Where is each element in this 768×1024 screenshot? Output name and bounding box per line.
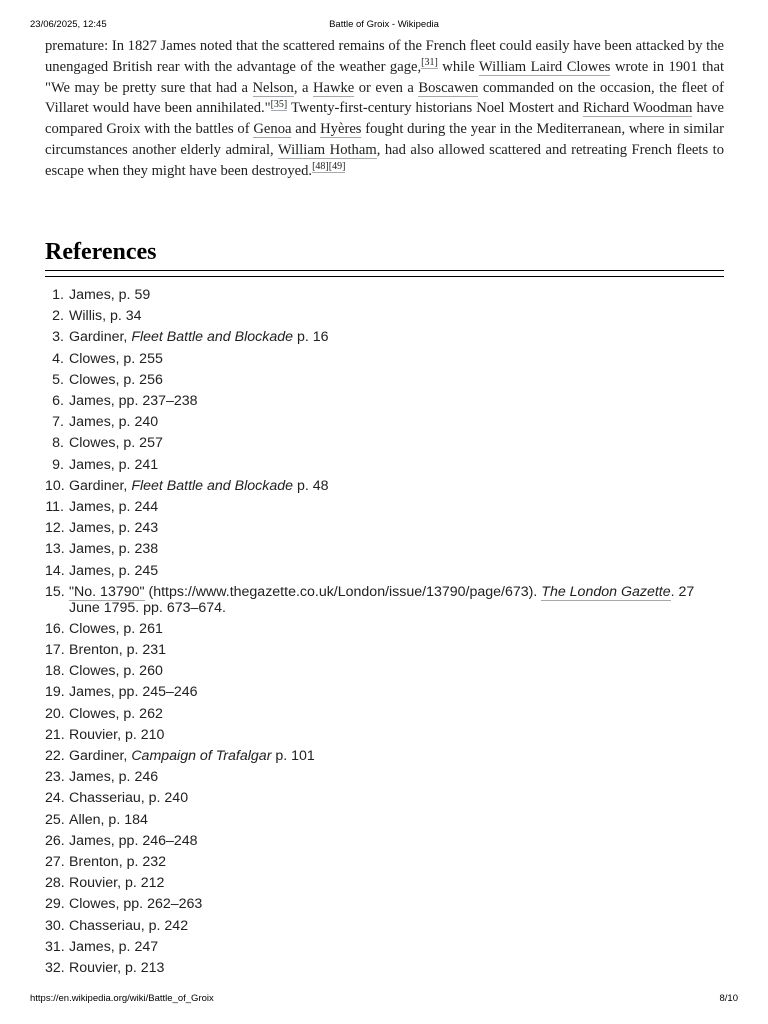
paragraph-text: have compared Groix with the battles of — [45, 100, 725, 138]
paragraph-text: wrote in 1901 that "We may be pretty sure that had a — [45, 58, 725, 96]
reference-item — [45, 704, 724, 725]
reference-item — [45, 306, 724, 327]
reference-text: p. 48 — [293, 477, 329, 494]
reference-text: James, p. 244 — [69, 499, 159, 516]
reference-number: 14. — [45, 562, 65, 579]
article-paragraph — [45, 36, 724, 182]
reference-item — [45, 433, 724, 454]
reference-text: James, p. 245 — [69, 562, 159, 579]
reference-text: . 27 June 1795. pp. 673–674. — [69, 583, 695, 616]
reference-number: 2. — [52, 308, 64, 325]
reference-text: Chasseriau, p. 240 — [69, 790, 189, 807]
link-nelson[interactable]: Nelson — [252, 79, 294, 96]
reference-item — [45, 349, 724, 370]
reference-item — [45, 518, 724, 539]
reference-item — [45, 725, 724, 746]
reference-number: 5. — [52, 371, 64, 388]
reference-item — [45, 327, 724, 348]
reference-text: Clowes, p. 261 — [69, 620, 163, 637]
reference-number: 26. — [45, 832, 65, 849]
reference-text: Rouvier, p. 212 — [69, 875, 165, 892]
reference-text: James, p. 59 — [69, 287, 151, 303]
reference-item — [45, 370, 724, 391]
reference-number: 18. — [45, 663, 65, 680]
reference-item — [45, 582, 724, 619]
reference-item — [45, 852, 724, 873]
reference-url: (https://www.thegazette.co.uk/London/issue/13790/page/673) — [144, 583, 534, 600]
reference-number: 22. — [45, 748, 65, 765]
print-page-number: 8/10 — [719, 993, 738, 1004]
reference-text: Clowes, p. 256 — [69, 371, 163, 388]
reference-number: 8. — [52, 435, 64, 452]
reference-number: 6. — [52, 393, 64, 410]
print-footer — [0, 993, 768, 1007]
reference-number: 21. — [45, 726, 65, 743]
reference-text: James, p. 247 — [69, 938, 159, 955]
reference-italic-title: Fleet Battle and Blockade — [131, 477, 293, 494]
reference-number: 11. — [45, 499, 64, 516]
reference-number: 9. — [52, 456, 64, 473]
reference-text: James, p. 238 — [69, 541, 159, 558]
reference-text: James, pp. 246–248 — [69, 832, 198, 849]
reference-italic-title: Fleet Battle and Blockade — [131, 329, 293, 346]
reference-number: 3. — [52, 329, 64, 346]
reference-number: 31. — [45, 938, 65, 955]
reference-item — [45, 476, 724, 497]
reference-text: James, p. 243 — [69, 520, 159, 537]
paragraph-text: commanded on the occasion, the fleet of Villaret would have been annihilated." — [45, 79, 724, 117]
reference-item — [45, 497, 724, 518]
reference-item — [45, 682, 724, 703]
reference-item — [45, 285, 724, 306]
reference-text: p. 101 — [271, 748, 315, 765]
reference-number: 20. — [45, 705, 65, 722]
reference-text: Gardiner, — [69, 329, 132, 346]
link-genoa[interactable]: Genoa — [253, 121, 292, 138]
reference-text: Rouvier, p. 213 — [69, 960, 165, 977]
link-william-hotham[interactable]: William Hotham — [277, 141, 377, 158]
citation-35[interactable] — [271, 99, 288, 111]
reference-text: Clowes, p. 260 — [69, 663, 163, 680]
reference-text: Clowes, pp. 262–263 — [69, 896, 203, 913]
citation-link[interactable]: [31] — [421, 56, 438, 68]
paragraph-text: premature: In 1827 James noted that the scattered remains of the French fleet could easily have been attacked by the unengaged British rear with the advantage of the weather gage, — [45, 38, 724, 75]
reference-italic-title[interactable]: The London Gazette — [541, 583, 671, 600]
link-richard-woodman[interactable]: Richard Woodman — [582, 100, 693, 117]
print-page-title: Battle of Groix - Wikipedia — [329, 19, 439, 30]
reference-item — [45, 539, 724, 560]
reference-text: p. 16 — [293, 329, 329, 346]
reference-number: 7. — [52, 414, 64, 431]
reference-item — [45, 619, 724, 640]
reference-link[interactable]: "No. 13790" — [69, 583, 145, 600]
reference-number: 4. — [52, 350, 64, 367]
reference-text: Clowes, p. 262 — [69, 705, 163, 722]
reference-text: Brenton, p. 231 — [69, 642, 167, 659]
reference-number: 32. — [45, 960, 65, 977]
reference-text: Rouvier, p. 210 — [69, 726, 165, 743]
reference-number: 10. — [45, 477, 65, 494]
reference-item — [45, 788, 724, 809]
citation-link[interactable]: [35] — [270, 98, 288, 110]
reference-text: James, pp. 237–238 — [69, 393, 198, 410]
reference-number: 25. — [45, 811, 65, 828]
references-list — [45, 285, 724, 979]
reference-text: Chasseriau, p. 242 — [69, 917, 189, 934]
reference-number: 23. — [45, 769, 65, 786]
reference-italic-title: Campaign of Trafalgar — [131, 748, 272, 765]
heading-rule — [45, 270, 724, 271]
print-header — [0, 19, 768, 33]
paragraph-text: , a — [293, 79, 313, 96]
reference-item — [45, 873, 724, 894]
link-william-laird-clowes[interactable]: William Laird Clowes — [478, 58, 611, 75]
reference-item — [45, 561, 724, 582]
reference-item — [45, 412, 724, 433]
reference-text: Brenton, p. 232 — [69, 854, 167, 871]
reference-text: James, p. 241 — [69, 456, 159, 473]
reference-text: James, p. 246 — [69, 769, 159, 786]
reference-number: 30. — [45, 917, 65, 934]
reference-number: 13. — [45, 541, 65, 558]
paragraph-text: and — [291, 121, 321, 138]
reference-number: 12. — [45, 520, 65, 537]
reference-number: 1. — [52, 287, 64, 303]
reference-text: Gardiner, — [69, 748, 132, 765]
print-url: https://en.wikipedia.org/wiki/Battle_of_Groix — [30, 993, 214, 1004]
reference-item — [45, 916, 724, 937]
reference-number: 16. — [45, 620, 65, 637]
reference-text: James, pp. 245–246 — [69, 684, 198, 701]
reference-text: . — [533, 583, 542, 600]
reference-item — [45, 894, 724, 915]
reference-item — [45, 661, 724, 682]
reference-text: Clowes, p. 257 — [69, 435, 163, 452]
reference-item — [45, 746, 724, 767]
reference-item — [45, 831, 724, 852]
paragraph-text: Twenty-first-century historians Noel Mostert and — [287, 100, 583, 117]
reference-item — [45, 391, 724, 412]
references-heading: References — [45, 239, 157, 265]
reference-item — [45, 958, 724, 979]
reference-number: 15. — [45, 583, 65, 600]
reference-text: Willis, p. 34 — [69, 308, 142, 325]
reference-text: Clowes, p. 255 — [69, 350, 163, 367]
print-datetime: 23/06/2025, 12:45 — [30, 19, 107, 30]
link-boscawen[interactable]: Boscawen — [418, 79, 479, 96]
citation-49[interactable] — [329, 161, 346, 173]
link-hyeres[interactable]: Hyères — [320, 121, 362, 138]
reference-number: 29. — [45, 896, 65, 913]
paragraph-text: , had also allowed scattered and retreating French fleets to escape when they might have been destroyed. — [45, 141, 724, 179]
paragraph-text: fought during the year in the Mediterranean, where in similar circumstances another elderly admiral, — [45, 121, 725, 158]
reference-item — [45, 767, 724, 788]
reference-text: James, p. 240 — [69, 414, 159, 431]
reference-number: 24. — [45, 790, 65, 807]
citation-link[interactable]: [48] — [312, 160, 329, 172]
reference-number: 17. — [45, 642, 65, 659]
reference-item — [45, 937, 724, 958]
citation-48[interactable] — [312, 161, 329, 173]
article-content — [45, 36, 724, 182]
reference-item — [45, 640, 724, 661]
reference-text: Gardiner, — [69, 477, 132, 494]
paragraph-text: or even a — [354, 79, 419, 96]
reference-link-gazette[interactable] — [541, 584, 670, 601]
reference-number: 28. — [45, 875, 65, 892]
link-hawke[interactable]: Hawke — [312, 79, 355, 96]
reference-number: 27. — [45, 854, 65, 871]
reference-text: Allen, p. 184 — [69, 811, 148, 828]
citation-31[interactable] — [421, 57, 438, 69]
paragraph-text: while — [437, 58, 479, 75]
heading-rule-lower — [45, 276, 724, 277]
reference-number: 19. — [45, 684, 65, 701]
reference-item — [45, 455, 724, 476]
reference-item — [45, 810, 724, 831]
citation-link[interactable]: [49] — [328, 160, 346, 172]
